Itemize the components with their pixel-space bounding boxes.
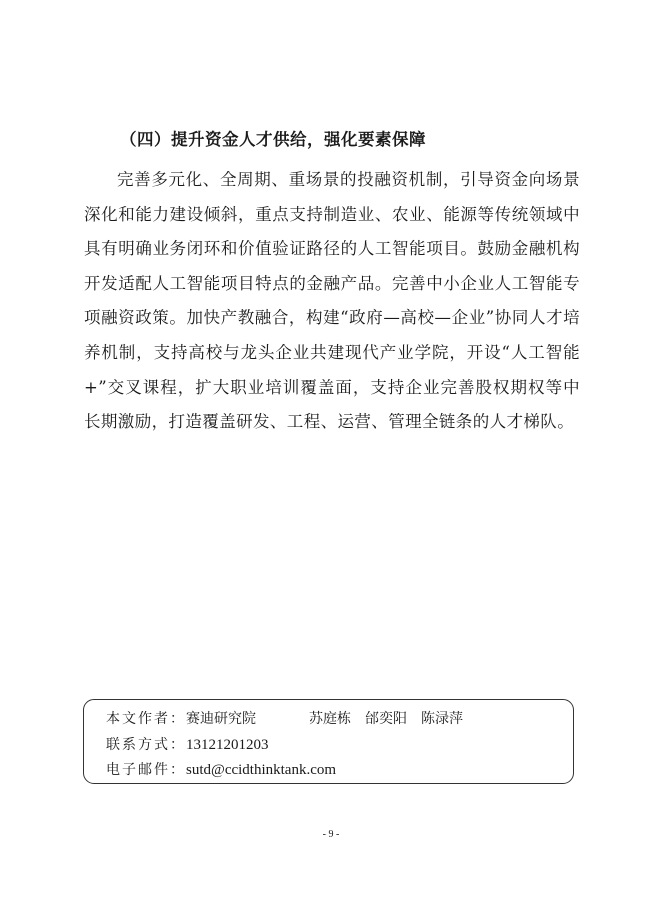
author-names (309, 708, 477, 728)
section-heading: （四）提升资金人才供给，强化要素保障 (120, 130, 426, 149)
author-name: 陈渌萍 (421, 711, 463, 727)
phone-row (106, 734, 269, 754)
author-org: 赛迪研究院 (186, 711, 256, 727)
email-label: 电子邮件： (106, 762, 186, 778)
author-row (106, 708, 256, 728)
phone-label: 联系方式： (106, 737, 186, 753)
author-name: 苏庭栋 (309, 711, 351, 727)
email-row (106, 759, 336, 779)
phone-value: 13121201203 (186, 737, 269, 753)
author-label: 本文作者： (106, 711, 186, 727)
author-name: 邰奕阳 (365, 711, 407, 727)
email-value[interactable]: sutd@ccidthinktank.com (186, 762, 337, 778)
body-paragraph: 完善多元化、全周期、重场景的投融资机制，引导资金向场景深化和能力建设倾斜，重点支持制造业、农业、能源等传统领域中具有明确业务闭环和价值验证路径的人工智能项目。鼓励金融机构开发适配人工智能项目特点的金融产品。完善中小企业人工智能专项融资政策。加快产教融合，构建“政府—高校—企业”协同人才培养机制，支持高校与龙头企业共建现代产业学院，开设“人工智能+”交叉课程，扩大职业培训覆盖面，支持企业完善股权期权等中长期激励，打造覆盖研发、工程、运营、管理全链条的人才梯队。 (84, 170, 580, 432)
contact-box (83, 699, 574, 784)
page-number: - 9 - (322, 829, 340, 840)
